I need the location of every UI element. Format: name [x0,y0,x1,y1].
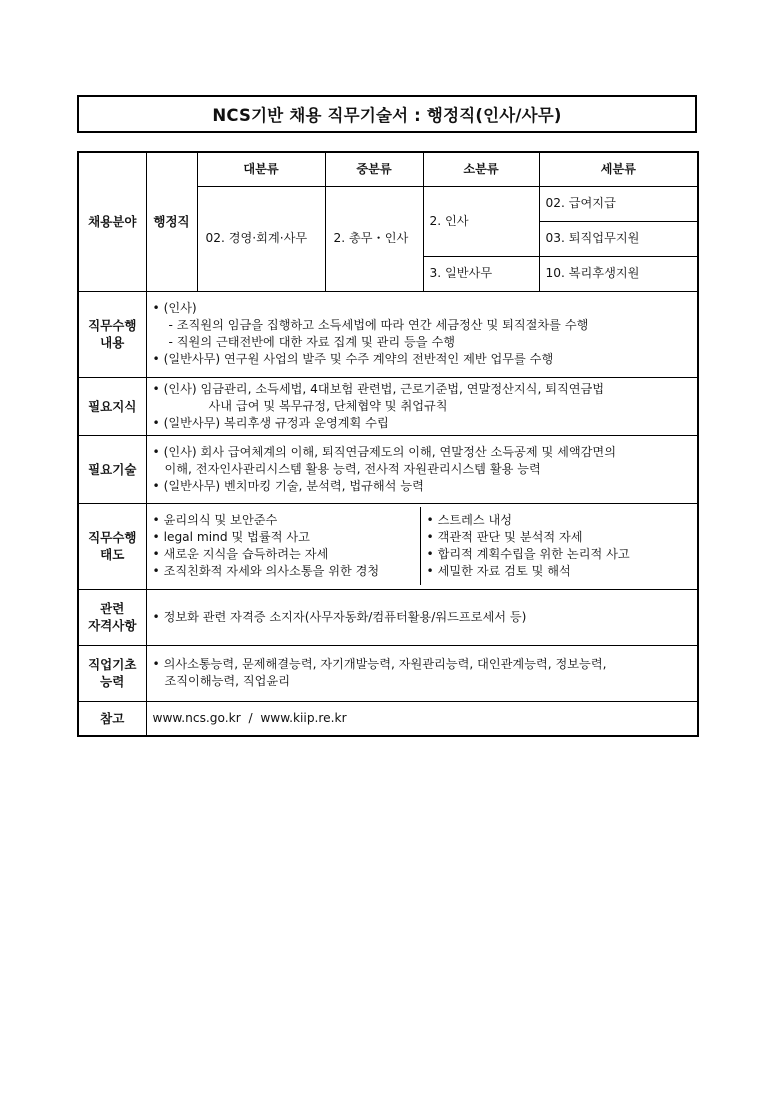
job-category: 행정직 [153,214,190,230]
skills-label: 필요기술 [78,435,146,503]
duties-line: • (일반사무) 연구원 사업의 발주 및 수주 계약의 전반적인 제반 업무를 수행 [152,352,554,366]
middle-class-header: 중분류 [325,152,423,186]
basic-abilities-line: 조직이해능력, 직업윤리 [164,674,290,688]
reference-row [78,701,698,736]
attitude-item: • 세밀한 자료 검토 및 해석 [426,564,571,578]
skills-line: • (일반사무) 벤치마킹 기술, 분석력, 법규해석 능력 [152,478,424,493]
major-class-header: 대분류 [197,152,325,186]
minor-class-header: 소분류 [423,152,539,186]
job-category-cell [146,152,197,291]
attitude-row [78,503,698,589]
attitude-item: • 윤리의식 및 보안준수 [152,513,278,527]
field-label-cell [78,152,146,291]
duties-label-cell [78,291,146,377]
certification-label-cell [78,589,146,645]
minor-class-value-1: 2. 인사 [423,186,539,256]
attitude-right-column [421,507,630,585]
certification-content [146,589,698,645]
attitude-item: • 새로운 지식을 습득하려는 자세 [152,547,329,561]
certification-label-2: 자격사항 [88,618,137,633]
detail-class-value-3: 10. 복리후생지원 [539,256,698,291]
job-description-table [77,151,699,737]
basic-abilities-row [78,645,698,701]
knowledge-content [146,377,698,435]
knowledge-label: 필요지식 [78,377,146,435]
middle-class-value: 2. 총무・인사 [325,186,423,291]
attitude-item: • 객관적 판단 및 분석적 자세 [426,530,583,544]
basic-abilities-content [146,645,698,701]
classification-header-row [78,152,698,186]
major-class-value: 02. 경영·회계·사무 [197,186,325,291]
basic-abilities-label-cell [78,645,146,701]
duties-content [146,291,698,377]
skills-line: 이해, 전자인사관리시스템 활용 능력, 전사적 자원관리시스템 활용 능력 [164,461,541,476]
certification-row [78,589,698,645]
attitude-item: • legal mind 및 법률적 사고 [152,530,310,544]
duties-label-2: 내용 [100,335,125,350]
attitude-label-1: 직무수행 [88,530,137,545]
knowledge-row [78,377,698,435]
basic-abilities-label-2: 능력 [100,674,125,689]
field-label: 채용분야 [88,214,137,230]
skills-row [78,435,698,503]
reference-links: www.ncs.go.kr / www.kiip.re.kr [146,701,698,736]
detail-class-value-1: 02. 급여지급 [539,186,698,221]
detail-class-header: 세분류 [539,152,698,186]
attitude-content [146,503,698,589]
certification-line: • 정보화 관련 자격증 소지자(사무자동화/컴퓨터활용/워드프로세서 등) [152,609,527,624]
reference-label: 참고 [78,701,146,736]
basic-abilities-line: • 의사소통능력, 문제해결능력, 자기개발능력, 자원관리능력, 대인관계능력, 정보능력, [152,657,607,671]
attitude-item: • 합리적 계획수립을 위한 논리적 사고 [426,547,630,561]
knowledge-line: • (인사) 임금관리, 소득세법, 4대보험 관련법, 근로기준법, 연말정산지식, 퇴직연금법 [152,381,605,396]
duties-label-1: 직무수행 [88,318,137,333]
duties-line: - 직원의 근태전반에 대한 자료 집계 및 관리 등을 수행 [168,335,455,349]
attitude-left-column [153,507,421,585]
attitude-item: • 조직친화적 자세와 의사소통을 위한 경청 [152,564,380,578]
certification-label-1: 관련 [100,601,125,616]
attitude-label-cell [78,503,146,589]
attitude-item: • 스트레스 내성 [426,513,513,527]
duties-row [78,291,698,377]
detail-class-value-2: 03. 퇴직업무지원 [539,221,698,256]
basic-abilities-label-1: 직업기초 [88,657,137,672]
document-title-text: NCS기반 채용 직무기술서 : 행정직(인사/사무) [212,106,562,125]
knowledge-line: • (일반사무) 복리후생 규정과 운영계획 수립 [152,415,389,430]
document-title [77,95,697,133]
duties-line: • (인사) [152,301,197,315]
skills-content [146,435,698,503]
attitude-label-2: 태도 [100,547,125,562]
knowledge-line: 사내 급여 및 복무규정, 단체협약 및 취업규칙 [208,398,448,413]
minor-class-value-2: 3. 일반사무 [423,256,539,291]
duties-line: - 조직원의 임금을 집행하고 소득세법에 따라 연간 세금정산 및 퇴직절차를 수행 [168,318,589,332]
skills-line: • (인사) 회사 급여체계의 이해, 퇴직연금제도의 이해, 연말정산 소득공제 및 세액감면의 [152,444,616,459]
